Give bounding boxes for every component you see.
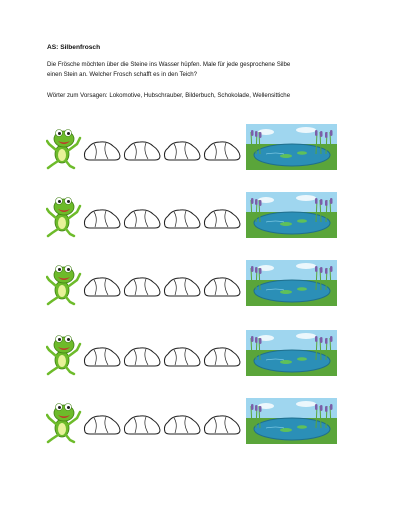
exercise-row [46,398,346,448]
stone-icon[interactable] [122,344,162,368]
stone-icon[interactable] [122,206,162,230]
frog-icon [46,192,82,238]
frog-icon [46,330,82,376]
pond-icon [246,192,337,238]
frog-icon [46,398,82,444]
words-line: Wörter zum Vorsagen: Lokomotive, Hubschrauber, Bilderbuch, Schokolade, Wellensittiche [47,92,291,99]
stone-icon[interactable] [162,206,202,230]
stone-icon[interactable] [202,344,242,368]
stone-icon[interactable] [162,274,202,298]
stone-icon[interactable] [82,138,122,162]
stone-icon[interactable] [82,274,122,298]
stone-icon[interactable] [162,138,202,162]
exercise-row [46,260,346,310]
exercise-row [46,330,346,380]
stone-icon[interactable] [82,344,122,368]
stone-icon[interactable] [82,412,122,436]
pond-icon [246,124,337,170]
stone-icon[interactable] [122,138,162,162]
stone-icon[interactable] [122,412,162,436]
stone-icon[interactable] [122,274,162,298]
stone-icon[interactable] [202,138,242,162]
stone-icon[interactable] [202,274,242,298]
instructions-line-1: Die Frösche möchten über die Steine ins Wasser hüpfen. Male für jede gesprochene Silbe [47,61,291,68]
stone-icon[interactable] [202,412,242,436]
exercise-row [46,192,346,242]
instructions-line-2: einen Stein an. Welcher Frosch schafft es in den Teich? [47,71,198,78]
stone-icon[interactable] [82,206,122,230]
stone-icon[interactable] [202,206,242,230]
stone-icon[interactable] [162,344,202,368]
stone-icon[interactable] [162,412,202,436]
frog-icon [46,260,82,306]
instructions [47,60,367,80]
pond-icon [246,260,337,306]
exercise-row [46,124,346,174]
pond-icon [246,330,337,376]
pond-icon [246,398,337,444]
frog-icon [46,124,82,170]
worksheet-title: AS: Silbenfrosch [47,44,101,51]
